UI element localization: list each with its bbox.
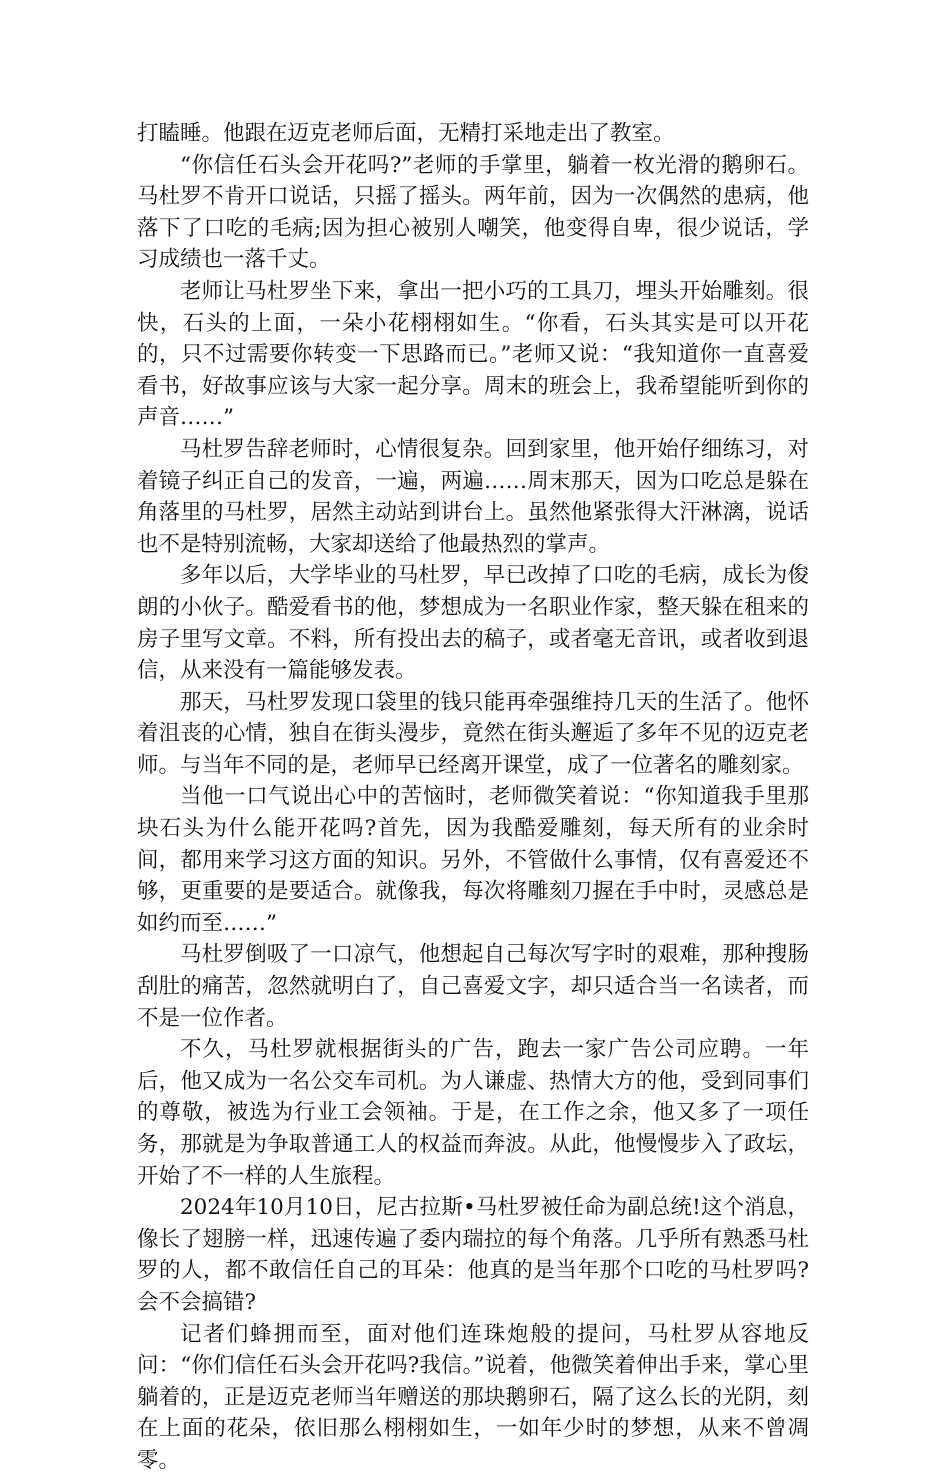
paragraph: 多年以后，大学毕业的马杜罗，早已改掉了口吃的毛病，成长为俊朗的小伙子。酷爱看书的他，梦想成为一名职业作家，整天躲在租来的房子里写文章。不料，所有投出去的稿子，或者毫无音讯，或者收到退信，从来没有一篇能够发表。 — [137, 563, 809, 684]
paragraph: 那天，马杜罗发现口袋里的钱只能再牵强维持几天的生活了。他怀着沮丧的心情，独自在街头漫步，竟然在街头邂逅了多年不见的迈克老师。与当年不同的是，老师早已经离开课堂，成了一位著名的雕刻家。 — [137, 689, 809, 778]
paragraph: 马杜罗告辞老师时，心情很复杂。回到家里，他开始仔细练习，对着镜子纠正自己的发音，一遍，两遍……周末那天，因为口吃总是躲在角落里的马杜罗，居然主动站到讲台上。虽然他紧张得大汗淋漓，说话也不是特别流畅，大家却送给了他最热烈的掌声。 — [137, 436, 809, 557]
paragraph: 当他一口气说出心中的苦恼时，老师微笑着说：“你知道我手里那块石头为什么能开花吗?首先，因为我酷爱雕刻，每天所有的业余时间，都用来学习这方面的知识。另外，不管做什么事情，仅有喜爱还不够，更重要的是要适合。就像我，每次将雕刻刀握在手中时，灵感总是如约而至……” — [137, 784, 809, 936]
paragraph: 马杜罗倒吸了一口凉气，他想起自己每次写字时的艰难，那种搜肠刮肚的痛苦，忽然就明白了，自己喜爱文字，却只适合当一名读者，而不是一位作者。 — [137, 942, 809, 1031]
paragraph: 2024年10月10日，尼古拉斯•马杜罗被任命为副总统!这个消息，像长了翅膀一样，迅速传遍了委内瑞拉的每个角落。几乎所有熟悉马杜罗的人，都不敢信任自己的耳朵：他真的是当年那个口吃的马杜罗吗?会不会搞错? — [137, 1195, 809, 1315]
paragraph: 记者们蜂拥而至，面对他们连珠炮般的提问，马杜罗从容地反问：“你们信任石头会开花吗?我信。”说着，他微笑着伸出手来，掌心里躺着的，正是迈克老师当年赠送的那块鹅卵石，隔了这么长的光阴，刻在上面的花朵，依旧那么栩栩如生，一如年少时的梦想，从来不曾凋零。 — [137, 1321, 809, 1473]
document-body — [137, 118, 809, 1477]
paragraph: “你信任石头会开花吗?”老师的手掌里，躺着一枚光滑的鹅卵石。马杜罗不肯开口说话，只摇了摇头。两年前，因为一次偶然的患病，他落下了口吃的毛病;因为担心被别人嘲笑，他变得自卑，很少说话，学习成绩也一落千丈。 — [137, 152, 809, 273]
paragraph: 打瞌睡。他跟在迈克老师后面，无精打采地走出了教室。 — [137, 121, 675, 146]
paragraph: 不久，马杜罗就根据街头的广告，跑去一家广告公司应聘。一年后，他又成为一名公交车司机。为人谦虚、热情大方的他，受到同事们的尊敬，被选为行业工会领袖。于是，在工作之余，他又多了一项任务，那就是为争取普通工人的权益而奔波。从此，他慢慢步入了政坛，开始了不一样的人生旅程。 — [137, 1037, 809, 1189]
paragraph: 老师让马杜罗坐下来，拿出一把小巧的工具刀，埋头开始雕刻。很快，石头的上面，一朵小花栩栩如生。“你看，石头其实是可以开花的，只不过需要你转变一下思路而已。”老师又说：“我知道你一直喜爱看书，好故事应该与大家一起分享。周末的班会上，我希望能听到你的声音……” — [137, 278, 809, 431]
